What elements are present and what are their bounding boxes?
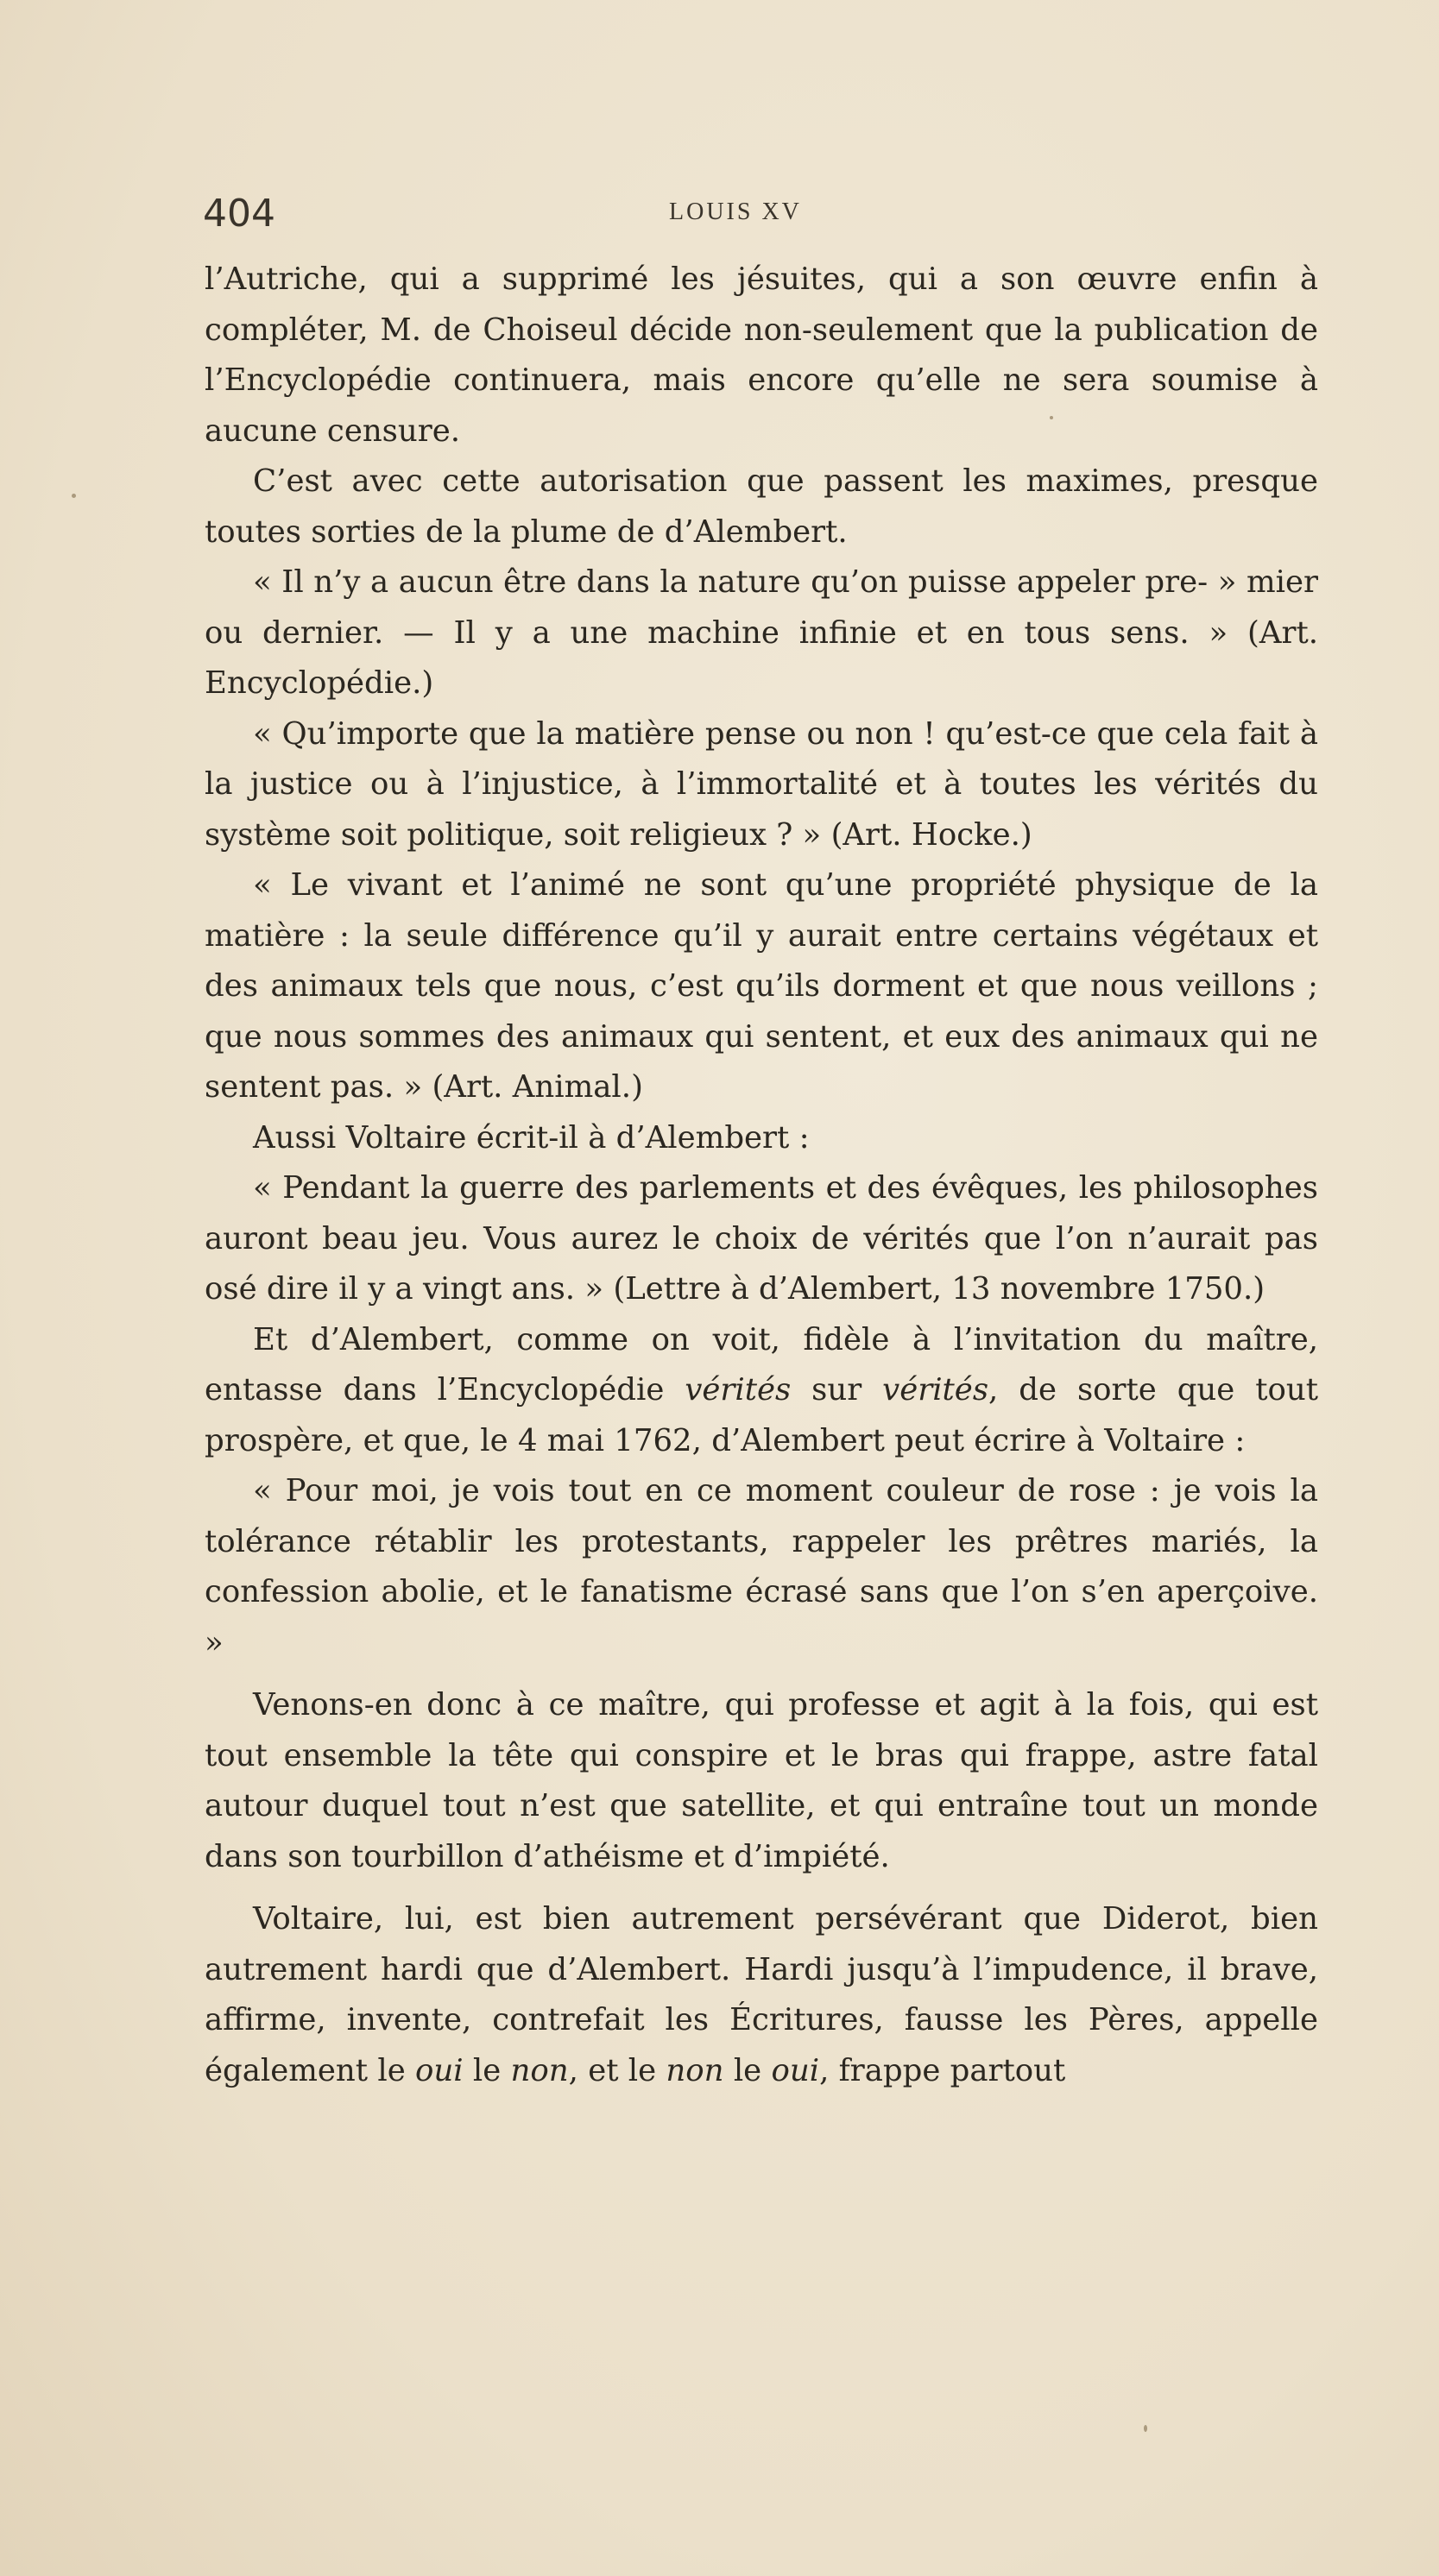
paragraph bbox=[205, 860, 1318, 1113]
page-header bbox=[203, 192, 1351, 235]
paragraph-text: « Qu’importe que la matière pense ou non ! qu’est-ce que cela fait à la justice ou à l’injustice, à l’immortalité et à toutes les vérités du système soit politique, soit religieux ? » (Art. Hocke.) bbox=[205, 715, 1318, 853]
paragraph bbox=[205, 1894, 1318, 2096]
paragraph-text: C’est avec cette autorisation que passent les maximes, presque toutes sorties de la plume de d’Alembert. bbox=[205, 463, 1318, 550]
paragraph-text: « Pendant la guerre des parlements et des évêques, les philosophes auront beau jeu. Vous aurez le choix de vérités que l’on n’aurait pas osé dire il y a vingt ans. » (Lettre à d’Alembert, 13 novembre 1750.) bbox=[205, 1170, 1318, 1307]
paragraph-text: « Pour moi, je vois tout en ce moment couleur de rose : je vois la tolérance rétablir les protestants, rappeler les prêtres mariés, la confession abolie, et le fanatisme écrasé sans que l’on s’en aperçoive. » bbox=[205, 1473, 1318, 1660]
body-text bbox=[205, 255, 1318, 2096]
paragraph bbox=[205, 1113, 1318, 1164]
italic-text: vérités bbox=[882, 1372, 989, 1408]
paragraph bbox=[205, 557, 1318, 709]
paragraph-text: sur bbox=[791, 1372, 883, 1408]
running-head: LOUIS XV bbox=[669, 198, 802, 225]
paragraph bbox=[205, 457, 1318, 557]
paragraph-text: l’Autriche, qui a supprimé les jésuites, qui a son œuvre enfin à compléter, M. de Choiseul décide non-seulement que la publication de l’Encyclopédie continuera, mais encore qu’elle ne sera soumise à aucune censure. bbox=[205, 261, 1318, 449]
paragraph-text: « Le vivant et l’animé ne sont qu’une propriété physique de la matière : la seule différence qu’il y aurait entre certains végétaux et des animaux tels que nous, c’est qu’ils dorment et que nous veillons ; que nous sommes des animaux qui sentent, et eux des animaux qui ne sentent pas. » (Art. Animal.) bbox=[205, 867, 1318, 1105]
paragraph bbox=[205, 1315, 1318, 1467]
paragraph-text: , frappe partout bbox=[819, 2052, 1066, 2088]
paper-speck bbox=[1050, 416, 1053, 419]
paper-speck bbox=[72, 494, 76, 498]
paragraph-text: le bbox=[463, 2052, 511, 2088]
paragraph-text: Voltaire, lui, est bien autrement persévérant que Diderot, bien autrement hardi que d’Alembert. Hardi jusqu’à l’impudence, il brave, affirme, invente, contrefait les Écritures, fausse les Pères, appelle également le bbox=[205, 1901, 1318, 2088]
paragraph bbox=[205, 1466, 1318, 1668]
paragraph-text: Venons-en donc à ce maître, qui professe et agit à la fois, qui est tout ensemble la tête qui conspire et le bras qui frappe, astre fatal autour duquel tout n’est que satellite, et qui entraîne tout un monde dans son tourbillon d’athéisme et d’impiété. bbox=[205, 1687, 1318, 1874]
page-number: 404 bbox=[203, 192, 275, 236]
paragraph bbox=[205, 709, 1318, 861]
paragraph-text: le bbox=[723, 2052, 772, 2088]
paragraph-text: « Il n’y a aucun être dans la nature qu’on puisse appeler pre- » mier ou dernier. — Il y a une machine infinie et en tous sens. » (Art. Encyclopédie.) bbox=[205, 564, 1318, 701]
paragraph-text: Aussi Voltaire écrit-il à d’Alembert : bbox=[253, 1119, 810, 1156]
italic-text: vérités bbox=[685, 1372, 792, 1408]
italic-text: oui bbox=[415, 2052, 464, 2088]
italic-text: non bbox=[510, 2052, 569, 2088]
paragraph bbox=[205, 1680, 1318, 1882]
paragraph-text: , de sorte que tout prospère, et que, le 4 mai 1762, d’Alembert peut écrire à Voltaire : bbox=[205, 1372, 1319, 1458]
paragraph bbox=[205, 1163, 1318, 1315]
paragraph bbox=[205, 255, 1318, 457]
paper-speck bbox=[1144, 2425, 1147, 2432]
italic-text: oui bbox=[771, 2052, 820, 2088]
paragraph-text: , et le bbox=[568, 2052, 666, 2088]
paragraph-text: Et d’Alembert, comme on voit, fidèle à l’invitation du maître, entasse dans l’Encyclopédie bbox=[205, 1321, 1318, 1408]
italic-text: non bbox=[666, 2052, 724, 2088]
